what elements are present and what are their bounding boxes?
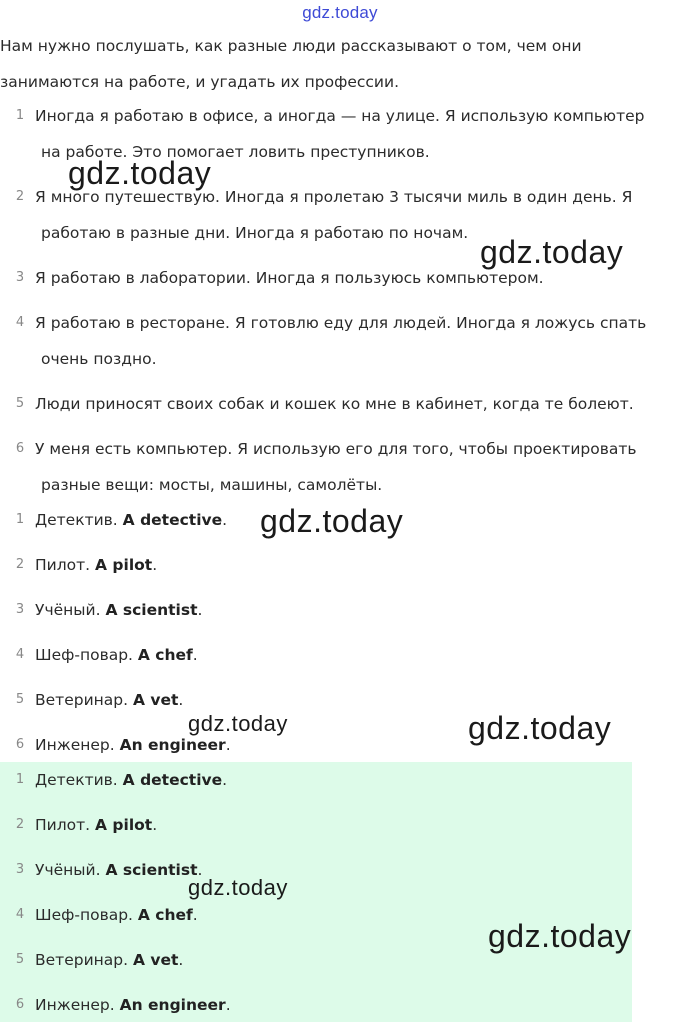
item-number: 3 (15, 602, 25, 617)
item-number: 3 (15, 270, 25, 285)
answer-ru: Шеф-повар. (35, 906, 138, 924)
item-number: 1 (15, 772, 25, 787)
question-line: Я много путешествую. Иногда я пролетаю 3 тысячи миль в один день. Я (35, 188, 633, 206)
answer-en: An engineer (119, 996, 226, 1014)
item-number: 5 (15, 692, 25, 707)
answer-en: A detective (122, 511, 223, 529)
item-number: 1 (15, 108, 25, 123)
item-number: 5 (15, 396, 25, 411)
item-number: 6 (15, 997, 25, 1012)
item-number: 4 (15, 647, 25, 662)
item-number: 2 (15, 557, 25, 572)
item-number: 6 (15, 441, 25, 456)
answer-en: A scientist (105, 861, 198, 879)
item-number: 5 (15, 952, 25, 967)
answer-ru: Ветеринар. (35, 691, 133, 709)
answer-en: A chef (137, 646, 193, 664)
question-line: Иногда я работаю в офисе, а иногда — на улице. Я использую компьютер (35, 107, 645, 125)
answer-ru: Учёный. (35, 601, 106, 619)
item-number: 4 (15, 315, 25, 330)
watermark: gdz.today (488, 918, 632, 954)
answer-en: A pilot (95, 556, 153, 574)
question-line: У меня есть компьютер. Я использую его для того, чтобы проектировать (35, 440, 637, 458)
watermark: gdz.today (188, 875, 288, 900)
item-number: 1 (15, 512, 25, 527)
watermark: gdz.today (480, 234, 624, 270)
answer-en: A chef (137, 906, 193, 924)
highlighted-answer-block (0, 762, 632, 1022)
item-number: 3 (15, 862, 25, 877)
watermark: gdz.today (468, 710, 612, 746)
site-watermark-header: gdz.today (302, 3, 378, 22)
question-line: Я работаю в лаборатории. Иногда я пользуюсь компьютером. (35, 269, 544, 287)
question-line: очень поздно. (41, 350, 157, 368)
question-line: Я работаю в ресторане. Я готовлю еду для людей. Иногда я ложусь спать (35, 314, 647, 332)
answer-en: A vet (132, 691, 179, 709)
question-line: работаю в разные дни. Иногда я работаю по ночам. (41, 224, 469, 242)
watermark: gdz.today (68, 155, 212, 191)
item-number: 2 (15, 189, 25, 204)
answer-ru: Инженер. (35, 736, 120, 754)
item-number: 4 (15, 907, 25, 922)
answer-en: An engineer (119, 736, 226, 754)
task-intro: Нам нужно послушать, как разные люди рассказывают о том, чем они занимаются на работе, и угадать их профессии. (0, 37, 582, 91)
answer-ru: Ветеринар. (35, 951, 133, 969)
watermark: gdz.today (188, 711, 288, 736)
answer-ru: Детектив. (35, 511, 123, 529)
answer-ru: Пилот. (35, 556, 96, 574)
answer-en: A detective (122, 771, 223, 789)
answer-en: A vet (132, 951, 179, 969)
item-number: 2 (15, 817, 25, 832)
answer-ru: Шеф-повар. (35, 646, 138, 664)
watermark: gdz.today (260, 503, 404, 539)
question-line: разные вещи: мосты, машины, самолёты. (41, 476, 383, 494)
item-number: 6 (15, 737, 25, 752)
answer-ru: Детектив. (35, 771, 123, 789)
answer-ru: Пилот. (35, 816, 96, 834)
question-line: на работе. Это помогает ловить преступников. (41, 143, 430, 161)
answer-ru: Инженер. (35, 996, 120, 1014)
answer-en: A pilot (95, 816, 153, 834)
question-line: Люди приносят своих собак и кошек ко мне в кабинет, когда те болеют. (35, 395, 634, 413)
answer-ru: Учёный. (35, 861, 106, 879)
answer-en: A scientist (105, 601, 198, 619)
